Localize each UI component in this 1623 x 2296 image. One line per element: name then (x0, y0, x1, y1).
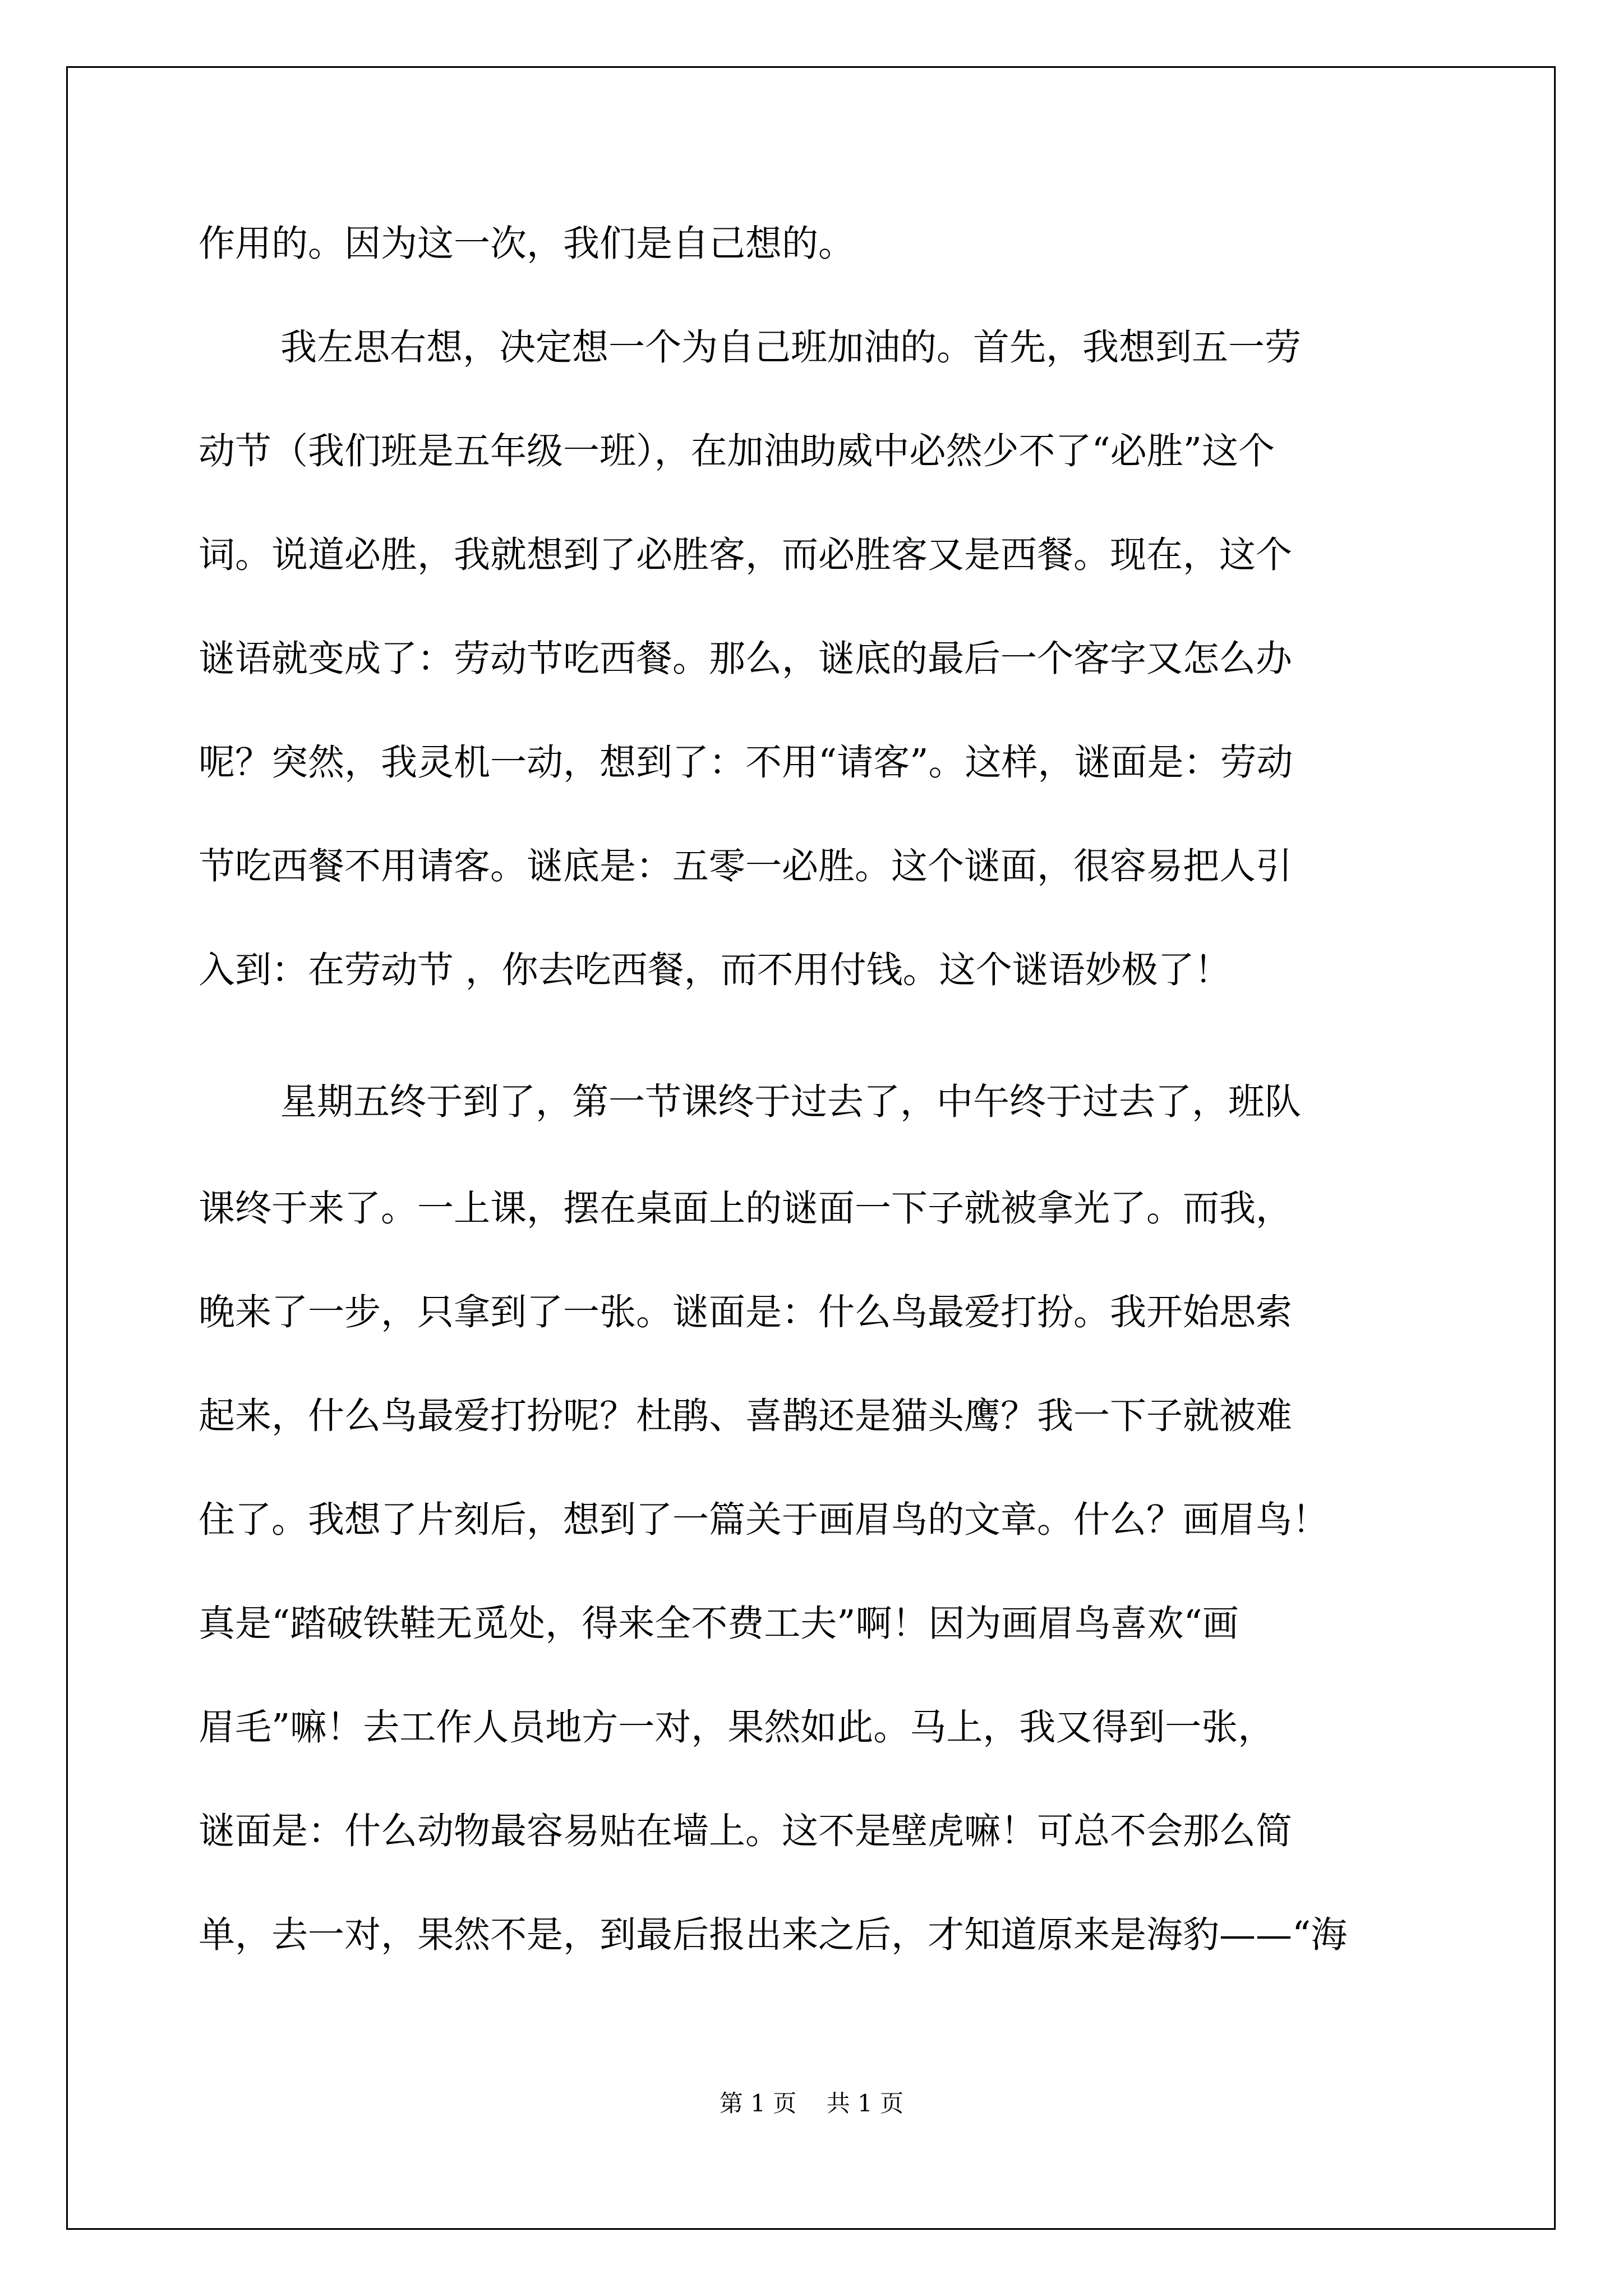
text-line-11: 晚来了一步，只拿到了一张。谜面是：什么鸟最爱打扮。我开始思索 (199, 1291, 1293, 1333)
text-line-14: 真是“踏破铁鞋无觅处，得来全不费工夫”啊！因为画眉鸟喜欢“画 (199, 1603, 1239, 1645)
text-line-17: 单，去一对，果然不是，到最后报出来之后，才知道原来是海豹——“海 (199, 1914, 1348, 1956)
text-line-9: 星期五终于到了，第一节课终于过去了，中午终于过去了，班队 (280, 1081, 1302, 1123)
text-line-5: 谜语就变成了：劳动节吃西餐。那么，谜底的最后一个客字又怎么办 (199, 638, 1293, 680)
text-line-8: 入到：在劳动节 ，你去吃西餐，而不用付钱。这个谜语妙极了！ (199, 949, 1231, 991)
text-line-15: 眉毛”嘛！去工作人员地方一对，果然如此。马上，我又得到一张， (199, 1706, 1275, 1749)
text-line-10: 课终于来了。一上课，摆在桌面上的谜面一下子就被拿光了。而我， (199, 1188, 1293, 1230)
text-line-12: 起来，什么鸟最爱打扮呢？杜鹃、喜鹊还是猫头鹰？我一下子就被难 (199, 1395, 1293, 1437)
text-line-4: 词。说道必胜，我就想到了必胜客，而必胜客又是西餐。现在，这个 (199, 534, 1293, 576)
text-line-13: 住了。我想了片刻后，想到了一篇关于画眉鸟的文章。什么？画眉鸟！ (199, 1499, 1329, 1541)
text-line-6: 呢？突然，我灵机一动，想到了：不用“请客”。这样，谜面是：劳动 (199, 742, 1293, 784)
text-line-3: 动节（我们班是五年级一班），在加油助威中必然少不了“必胜”这个 (199, 430, 1275, 472)
text-line-16: 谜面是：什么动物最容易贴在墙上。这不是壁虎嘛！可总不会那么简 (199, 1810, 1293, 1852)
page-border (66, 66, 1556, 2230)
page-footer: 第 1 页 共 1 页 (719, 2090, 904, 2117)
text-line-2: 我左思右想，决定想一个为自己班加油的。首先，我想到五一劳 (280, 326, 1302, 369)
text-line-7: 节吃西餐不用请客。谜底是：五零一必胜。这个谜面，很容易把人引 (199, 845, 1293, 887)
text-line-1: 作用的。因为这一次，我们是自己想的。 (199, 223, 855, 265)
